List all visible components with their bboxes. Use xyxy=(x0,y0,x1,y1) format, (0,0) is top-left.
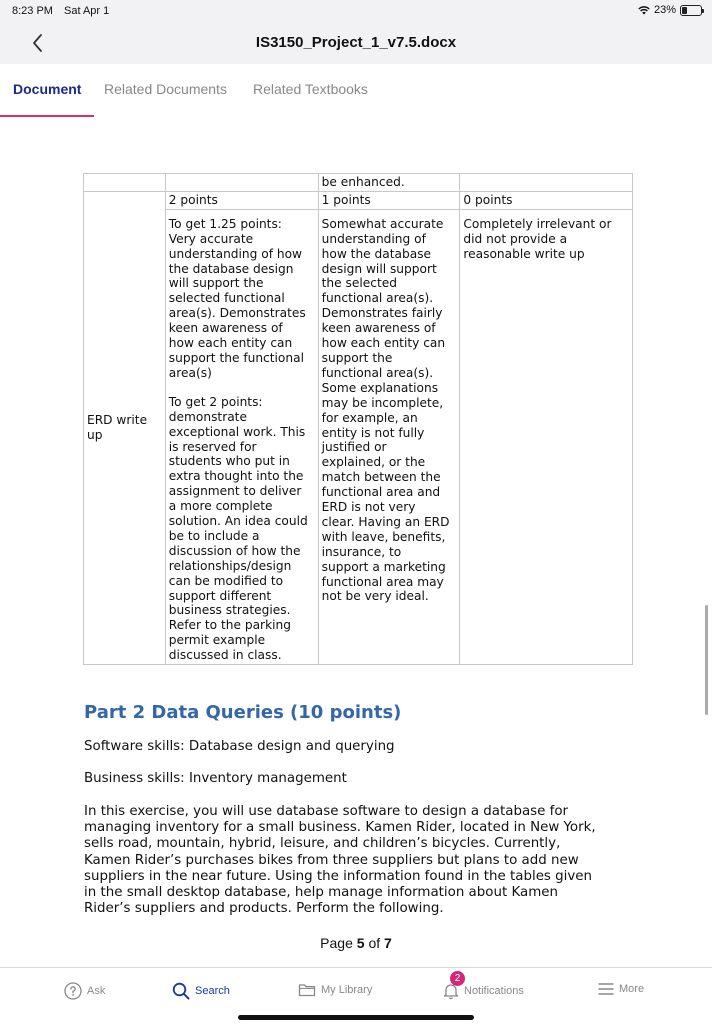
folder-icon xyxy=(298,982,316,998)
criteria-para-2: To get 2 points: demonstrate exceptional work. This is reserved for students who put in extra thought into the assignment to deliver a more complete solution. An idea could be to include a discussion of how the relationships/design can be modified to support different business strategies. Refer to the parking permit example discussed in class. xyxy=(168,394,308,663)
criteria-para-1: To get 1.25 points: Very accurate understanding of how the database design will support the selected functional area(s). Demonstrates keen awareness of how each entity can support the functional area(s) xyxy=(168,216,306,380)
software-skills-line: Software skills: Database design and querying xyxy=(84,739,395,754)
menu-icon xyxy=(598,982,614,996)
nav-bar xyxy=(0,22,712,64)
search-button[interactable] xyxy=(172,982,230,1000)
criteria-0-text: Completely irrelevant or did not provide a reasonable write up xyxy=(463,216,612,261)
my-library-button[interactable] xyxy=(298,982,372,998)
scrollbar[interactable] xyxy=(705,605,708,715)
status-time: 8:23 PM xyxy=(12,5,53,17)
search-icon xyxy=(172,982,190,1000)
points-2: 2 points xyxy=(165,191,318,209)
status-date: Sat Apr 1 xyxy=(64,5,110,17)
ask-button[interactable] xyxy=(64,982,105,1000)
points-1: 1 points xyxy=(318,191,460,209)
row-label-erd: ERD write up xyxy=(84,191,166,664)
search-label: Search xyxy=(195,985,230,997)
current-page: 5 xyxy=(356,935,365,951)
total-pages: 7 xyxy=(384,935,392,951)
home-indicator[interactable] xyxy=(238,1015,474,1020)
more-label: More xyxy=(619,983,645,995)
table-cell xyxy=(165,174,318,192)
tab-related-textbooks[interactable]: Related Textbooks xyxy=(253,81,368,97)
table-cell xyxy=(460,174,633,192)
section-heading: Part 2 Data Queries (10 points) xyxy=(84,702,402,723)
notifications-badge: 2 xyxy=(450,971,465,986)
tab-document[interactable]: Document xyxy=(13,81,82,97)
status-bar xyxy=(0,0,712,22)
criteria-2-points xyxy=(165,209,318,664)
page-label: Page xyxy=(320,935,353,951)
wifi-icon xyxy=(638,5,650,15)
criteria-0-points xyxy=(460,209,633,664)
status-indicators xyxy=(638,4,702,16)
table-row xyxy=(84,209,633,664)
page-indicator xyxy=(0,935,712,951)
table-cell xyxy=(84,174,166,192)
points-0: 0 points xyxy=(460,191,633,209)
battery-icon xyxy=(680,5,702,16)
my-library-label: My Library xyxy=(321,984,373,996)
business-skills-line: Business skills: Inventory management xyxy=(84,771,347,786)
notifications-label: Notifications xyxy=(464,985,524,997)
battery-percent: 23% xyxy=(653,4,676,16)
criteria-1-point xyxy=(318,209,460,664)
ask-label: Ask xyxy=(87,985,106,997)
page-of: of xyxy=(368,935,381,951)
table-row xyxy=(84,191,633,209)
rubric-table xyxy=(83,173,633,665)
criteria-1-text: Somewhat accurate understanding of how the database design will support the selected functional area(s). Demonstrates fairly keen awareness of how each entity can support the functional area(s). Some explanations may be incomplete, for example, an entity is not fully justified or explained, or the match between the functional area and ERD is not very clear. Having an ERD with leave, benefits, insurance, to support a marketing functional area may not be very ideal. xyxy=(321,216,450,604)
help-circle-icon xyxy=(64,982,82,1000)
intro-paragraph: In this exercise, you will use database software to design a database for managing inventory for a small business. Kamen Rider, located in New York, sells road, mountain, hybrid, leisure, and children’s bicycles. Currently, Kamen Rider’s purchases bikes from three suppliers but plans to add new suppliers in the near future. Using the information found in the tables given in the small desktop database, help manage information about Kamen Rider’s suppliers and products. Perform the following. xyxy=(84,804,596,917)
document-viewer[interactable] xyxy=(0,117,712,965)
document-title: IS3150_Project_1_v7.5.docx xyxy=(255,34,457,51)
table-row xyxy=(84,174,633,192)
more-button[interactable] xyxy=(598,982,644,996)
table-cell: be enhanced. xyxy=(318,174,460,192)
tab-bar xyxy=(0,64,712,116)
tab-related-documents[interactable]: Related Documents xyxy=(104,81,227,97)
